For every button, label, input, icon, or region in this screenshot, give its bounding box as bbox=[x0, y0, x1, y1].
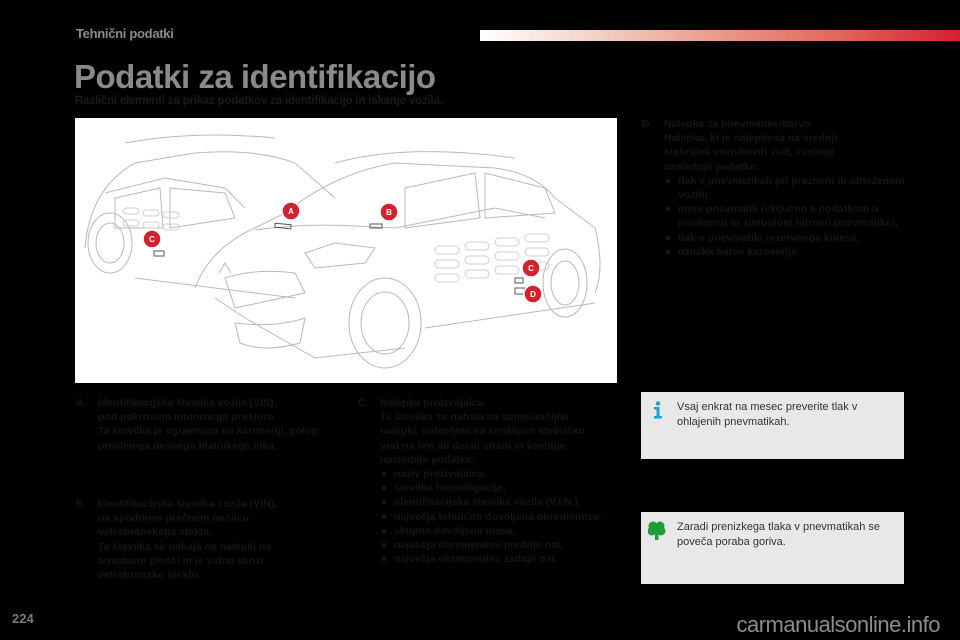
item-d-line: stebriček voznikovih vrat, vsebuje bbox=[664, 146, 835, 159]
item-d-line: naslednje podatke: bbox=[664, 160, 760, 173]
item-c-line: vrat na levi ali desni strani in vsebuje bbox=[380, 439, 566, 452]
item-letter: B. bbox=[76, 498, 87, 510]
bullet-item: največja obremenitev zadnje osi. bbox=[380, 552, 620, 566]
item-letter: A. bbox=[76, 397, 87, 409]
marker-d bbox=[524, 285, 542, 303]
item-letter: C. bbox=[358, 397, 369, 409]
section-label: Tehnični podatki bbox=[76, 26, 174, 41]
svg-text:A: A bbox=[288, 207, 294, 216]
item-c bbox=[358, 396, 620, 566]
svg-text:B: B bbox=[386, 208, 392, 217]
item-d-heading: Nalepka za pnevmatike/barvo bbox=[664, 118, 811, 130]
info-icon bbox=[653, 401, 663, 424]
svg-text:C: C bbox=[528, 264, 534, 273]
header-gradient-bar bbox=[480, 30, 960, 41]
bullet-item: tlak v pnevmatikah pri praznem in obteženem vozilu bbox=[664, 174, 912, 202]
marker-a bbox=[282, 202, 300, 220]
item-b-line: na spodnjem prečnem nosilcu bbox=[98, 512, 250, 525]
page-title: Podatki za identifikacijo bbox=[74, 58, 436, 95]
item-c-line: naslednje podatke: bbox=[380, 453, 476, 466]
info-note bbox=[641, 392, 904, 459]
item-a-heading: Identifikacijska številka vozila (VIS), bbox=[98, 397, 277, 409]
item-a bbox=[76, 396, 351, 453]
eco-note bbox=[641, 512, 904, 584]
info-note-text: Vsaj enkrat na mesec preverite tlak v ohlajenih pnevmatikah. bbox=[677, 401, 858, 428]
bullet-item: številka homologacije, bbox=[380, 481, 620, 495]
bullet-item: največja tehnično dovoljena obremenitev, bbox=[380, 510, 620, 524]
bullet-item: skupna dovoljena masa, bbox=[380, 524, 620, 538]
item-b-line: vetrobransko steklo. bbox=[98, 569, 201, 582]
item-b-line: armaturni plošči in je vidna skozi bbox=[98, 554, 264, 567]
marker-c-right bbox=[522, 259, 540, 277]
item-d bbox=[642, 117, 912, 259]
item-c-line: nalepki, nalepljeni na srednjem stebričku bbox=[380, 425, 585, 438]
item-a-line: Ta številka je vgravirana na karoseriji, poleg bbox=[98, 425, 318, 438]
bullet-item: identifikacijska številka vozila (V.I.N.), bbox=[380, 495, 620, 509]
item-b-heading: Identifikacijska številka vozila (VIN), bbox=[98, 498, 278, 510]
item-b-line: Ta številka se nahaja na nalepki na bbox=[98, 540, 272, 553]
item-d-line: Nalepka, ki je nalepljena na srednji bbox=[664, 132, 838, 145]
watermark: carmanualsonline.info bbox=[736, 612, 940, 637]
bullet-item: tlak v pnevmatiki rezervnega kolesa, bbox=[664, 231, 912, 245]
item-c-heading: Nalepka proizvajalca bbox=[380, 397, 484, 409]
svg-text:C: C bbox=[149, 235, 155, 244]
item-b bbox=[76, 497, 351, 582]
eco-tree-icon bbox=[648, 521, 666, 546]
page-number: 224 bbox=[12, 611, 34, 626]
marker-b bbox=[380, 203, 398, 221]
item-letter: D. bbox=[642, 118, 653, 130]
item-c-bullets bbox=[380, 467, 620, 566]
bullet-item: mere pnevmatik (vključno s podatkom o nosilnosti in simbolom hitrosti pnevmatike), bbox=[664, 202, 912, 230]
bullet-item: naziv proizvajalca, bbox=[380, 467, 620, 481]
page-subtitle: Različni elementi za prikaz podatkov za identifikacijo in iskanje vozila. bbox=[75, 95, 443, 107]
item-d-bullets bbox=[664, 174, 912, 259]
bullet-item: oznaka barve karoserije. bbox=[664, 245, 912, 259]
eco-note-text: Zaradi prenizkega tlaka v pnevmatikah se poveča poraba goriva. bbox=[677, 521, 880, 548]
bullet-item: največja obremenitev prednje osi, bbox=[380, 538, 620, 552]
svg-text:D: D bbox=[530, 290, 536, 299]
item-c-line: Ta številka se nahaja na samouničljivi bbox=[380, 411, 569, 424]
item-a-line: pod pokrovom motornega prostora bbox=[98, 411, 274, 424]
car-illustration bbox=[75, 118, 617, 383]
marker-c-left bbox=[143, 230, 161, 248]
item-b-line: vetrobranskega stekla. bbox=[98, 526, 212, 539]
item-a-line: prevlejega desnega blatnikega loka. bbox=[98, 439, 278, 452]
